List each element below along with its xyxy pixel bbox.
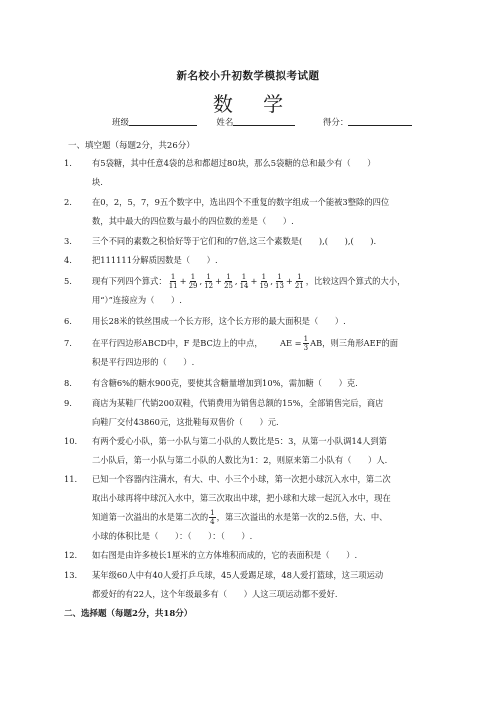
subject-title: 数 学 [212, 92, 296, 116]
question-text: 小球的体积比是（ ）：（ ）：（ ）. [92, 531, 253, 541]
question-text: 某年级60人中有40人爱打乒乓球，45人爱踢足球，48人爱打篮球，这三项运动 [92, 570, 384, 580]
question-text: 把111111分解质因数是（ ）. [92, 255, 218, 265]
fraction: $\frac{1}{3}$ [303, 335, 309, 352]
fraction: $\frac{1}{12}$ [204, 273, 214, 290]
question-text: 取出小球再将中球沉入水中，第三次取出中球，把小球和大球一起沉入水中，现在 [92, 493, 391, 503]
question-text: 块. [92, 177, 103, 187]
question-number: 3. [64, 236, 72, 246]
question-number: 13. [64, 570, 78, 580]
fraction: $\frac{1}{13}$ [275, 273, 284, 290]
fraction: $\frac{1}{29}$ [188, 273, 198, 290]
question-text-prefix: 在平行四边形ABCD中，F 是BC边上的中点， [92, 338, 263, 348]
question-7 [64, 334, 432, 372]
question-text: 向鞋厂交付43860元，这批鞋每双售价（ ）元. [92, 417, 279, 427]
question-text: 有5袋糖，其中任意4袋的总和都超过80块，那么5袋糖的总和最少有（ ） [92, 158, 376, 168]
question-text-prefix: 知道第一次溢出的水是第二次的 [92, 512, 209, 522]
question-text: 积是平行四边形的（ ）. [92, 357, 195, 367]
question-number: 10. [64, 436, 78, 446]
question-2 [64, 193, 432, 231]
fraction: $\frac{1}{19}$ [259, 273, 269, 290]
question-4 [64, 251, 432, 270]
section-heading-multiple-choice: 二、选择题（每题2分，共18分） [64, 609, 193, 619]
question-3 [64, 232, 432, 251]
question-number: 4. [64, 255, 72, 265]
question-text: 用“）”连接应为（ ）. [92, 295, 182, 305]
question-text-suffix: ，比较这四个算式的大小， [305, 276, 406, 286]
score-blank[interactable] [348, 116, 412, 126]
question-11 [64, 470, 432, 546]
question-text [92, 508, 432, 527]
question-13 [64, 566, 432, 604]
question-8 [64, 374, 432, 393]
fraction: $\frac{1}{14}$ [239, 273, 249, 290]
question-number: 6. [64, 316, 72, 326]
question-text: 已知一个容器内注满水，有大、中、小三个小球，第一次把小球沉入水中，第二次 [92, 474, 391, 484]
fraction: $\frac{1}{4}$ [210, 509, 215, 526]
question-text: 有含糖6%的糖水900克，要使其含糖量增加到10%，需加糖（ ）克. [92, 378, 358, 388]
question-text-suffix: AB，则三角形AEF的面 [310, 338, 399, 348]
question-6 [64, 312, 432, 331]
question-text [92, 334, 432, 353]
question-number: 9. [64, 398, 72, 408]
question-text-suffix: ，第三次溢出的水是第一次的2.5倍，大、中、 [216, 512, 388, 522]
question-number: 5. [64, 276, 72, 286]
question-9 [64, 394, 432, 432]
question-text: 用长28米的铁丝围成一个长方形，这个长方形的最大面积是（ ）. [92, 316, 346, 326]
section-heading-fill-blank: 一、填空题（每题2分，共26分） [68, 141, 195, 151]
question-text: 现有下列四个算式： $\frac{1}{11}$ + $\frac{1}{29}$ , $\frac{1}{12}$ + $\frac{1}{25}$ , $\frac{1}{14}$ + $\frac{1}{19}$ , $\frac{1}{13}$ + $\frac{1}{21}$ ，比较这四个算式的大小， [92, 273, 406, 290]
question-1 [64, 154, 432, 192]
question-text: 都爱好的有22人，这个年级最多有（ ）人这三项运动都不爱好. [92, 589, 338, 599]
question-text: 三个不同的素数之积恰好等于它们和的7倍,这三个素数是( ),( ),( ). [92, 236, 377, 246]
question-text: 在0，2，5，7，9五个数字中，选出四个不重复的数字组成一个能被3整除的四位 [92, 197, 390, 207]
name-label: 姓名 [216, 118, 234, 128]
equation: AE = [279, 338, 302, 348]
question-text: 有两个爱心小队，第一小队与第二小队的人数比是5：3，从第一小队调14人到第 [92, 436, 387, 446]
question-10 [64, 432, 432, 470]
question-5 [64, 272, 432, 310]
class-blank[interactable] [129, 116, 197, 126]
question-number: 1. [64, 158, 72, 168]
question-number: 8. [64, 378, 72, 388]
question-text: 二小队后，第一小队与第二小队的人数比为1：2，则原来第二小队有（ ）人. [92, 455, 388, 465]
student-info-line [112, 116, 412, 128]
fraction: $\frac{1}{25}$ [224, 273, 233, 290]
question-number: 11. [64, 474, 78, 484]
fraction: $\frac{1}{21}$ [294, 273, 304, 290]
fraction: $\frac{1}{11}$ [168, 273, 178, 290]
score-label: 得分： [322, 118, 349, 128]
question-text: 商店为某鞋厂代销200双鞋，代销费用为销售总额的15%，全部销售完后，商店 [92, 398, 384, 408]
question-text: 如右图是由许多棱长1厘米的立方体堆积而成的，它的表面积是（ ）. [92, 550, 358, 560]
question-number: 7. [64, 338, 72, 348]
question-text: 数，其中最大的四位数与最小的四位数的差是（ ）. [92, 216, 294, 226]
question-12 [64, 546, 432, 565]
exam-title: 新名校小升初数学模拟考试题 [176, 70, 320, 82]
question-text-prefix: 现有下列四个算式： [92, 276, 167, 286]
question-number: 12. [64, 550, 78, 560]
class-label: 班级 [112, 118, 130, 128]
question-number: 2. [64, 197, 72, 207]
name-blank[interactable] [233, 116, 295, 126]
